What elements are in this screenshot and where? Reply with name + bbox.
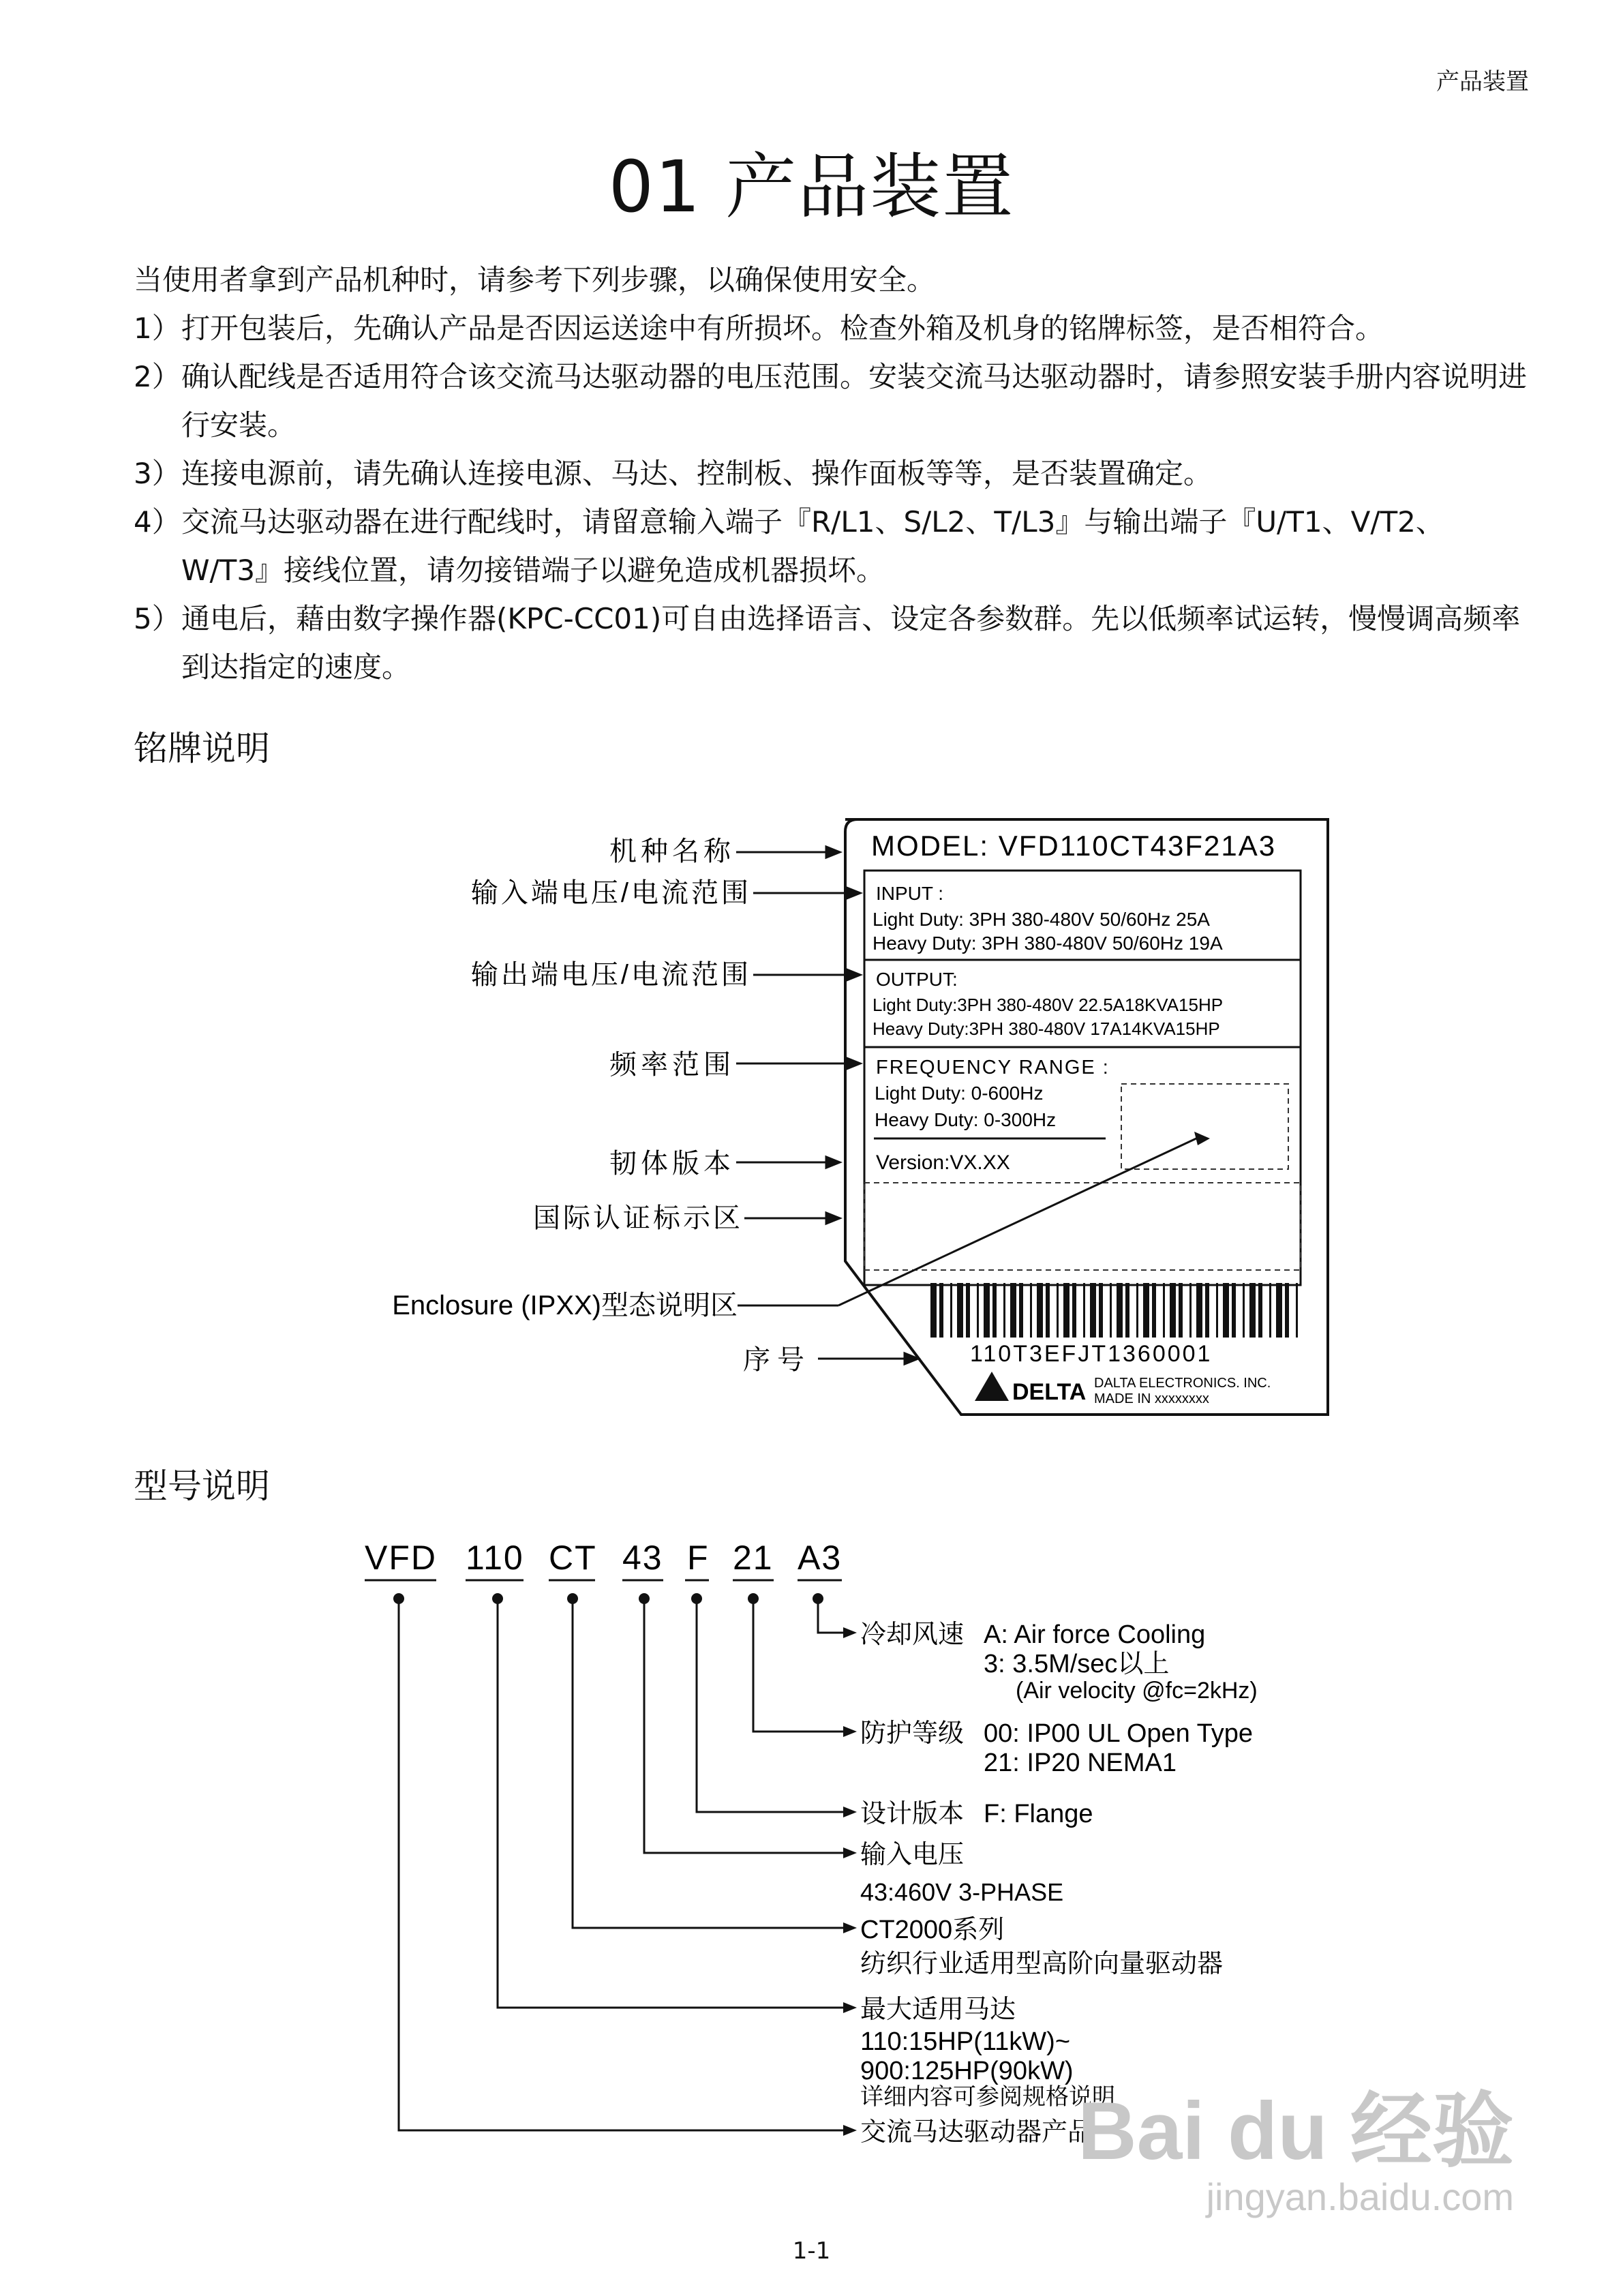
code-43: 43 [622,1539,663,1577]
barcode-bar [1019,1283,1023,1338]
protect-00: 00: IP00 UL Open Type [984,1719,1254,1748]
barcode-bar [1003,1283,1005,1338]
output-title: OUTPUT: [876,969,958,990]
freq-title: FREQUENCY RANGE : [876,1057,1110,1078]
nameplate-diagram [0,784,1623,1438]
motor-label: 最大适用马达 [860,1994,1016,2024]
barcode-bar [1010,1283,1016,1338]
label-cert-area: 国际认证标示区 [533,1203,743,1233]
barcode-bar [1223,1283,1229,1338]
label-freq-range: 频率范围 [609,1050,735,1080]
motor-900: 900:125HP(90kW) [860,2057,1074,2085]
cooling-3: 3: 3.5M/sec以上 [984,1650,1170,1678]
cooling-label: 冷却风速 [860,1619,965,1649]
barcode-bar [1189,1283,1192,1338]
barcode-bar [1285,1283,1289,1338]
barcode-icon [930,1283,1298,1338]
barcode-bar [1296,1283,1298,1338]
barcode-bar [930,1283,937,1338]
voltage-43: 43:460V 3-PHASE [860,1878,1064,1906]
barcode-bar [1125,1283,1129,1338]
barcode-bar [1152,1283,1156,1338]
running-header: 产品装置 [1436,68,1529,95]
barcode-bar [1196,1283,1202,1338]
page-number: 1-1 [792,2237,831,2265]
enclosure-box [1121,1084,1288,1169]
series-desc: 纺织行业适用型高阶向量驱动器 [860,1948,1224,1978]
company-text: DALTA ELECTRONICS. INC. [1094,1376,1271,1391]
barcode-bar [992,1283,997,1338]
barcode-bar [1205,1283,1209,1338]
output-heavy: Heavy Duty:3PH 380-480V 17A14KVA15HP [873,1018,1220,1039]
code-ct: CT [549,1539,597,1577]
model-code-heading: 型号说明 [134,1466,270,1506]
code-21: 21 [733,1539,774,1577]
barcode-bar [1143,1283,1149,1338]
input-light: Light Duty: 3PH 380-480V 50/60Hz 25A [873,909,1210,930]
step-item: 1）打开包装后，先确认产品是否因运送途中有所损坏。检查外箱及机身的铭牌标签，是否相符合。 [134,312,1384,345]
barcode-bar [1249,1283,1256,1338]
arrow-icon [1194,1132,1210,1145]
model-text: MODEL: VFD110CT43F21A3 [871,830,1277,862]
protect-21: 21: IP20 NEMA1 [984,1749,1177,1777]
intro-text: 当使用者拿到产品机种时，请参考下列步骤，以确保使用安全。 [134,263,936,297]
cooling-a: A: Air force Cooling [984,1620,1206,1649]
barcode-bar [1243,1283,1245,1338]
cooling-note: (Air velocity @fc=2kHz) [1016,1678,1258,1704]
design-label: 设计版本 [860,1798,965,1828]
barcode-bar [1216,1283,1218,1338]
label-input-range: 输入端电压/电流范围 [470,878,751,908]
series-label: CT2000系列 [860,1916,1005,1944]
barcode-bar [1063,1283,1070,1338]
motor-110: 110:15HP(11kW)~ [860,2027,1071,2056]
input-title: INPUT : [876,883,944,904]
barcode-bar [1037,1283,1043,1338]
code-a3: A3 [798,1539,843,1577]
step-item: 5）通电后，藉由数字操作器(KPC-CC01)可自由选择语言、设定各参数群。先以低频率试运转，慢慢调高频率到达指定的速度。 [134,602,1521,684]
barcode-bar [984,1283,990,1338]
input-heavy: Heavy Duty: 3PH 380-480V 50/60Hz 19A [873,933,1223,954]
label-output-range: 输出端电压/电流范围 [470,960,751,990]
barcode-bar [939,1283,943,1338]
motor-note: 详细内容可参阅规格说明 [860,2083,1115,2111]
made-in-text: MADE IN xxxxxxxx [1094,1391,1209,1406]
barcode-bar [1057,1283,1059,1338]
barcode-bar [1072,1283,1076,1338]
code-f: F [687,1539,710,1577]
code-110: 110 [466,1539,524,1577]
voltage-label: 输入电压 [860,1839,965,1869]
barcode-bar [957,1283,963,1338]
certification-box [864,1183,1301,1270]
label-model-name: 机种名称 [609,836,735,866]
barcode-bar [1163,1283,1165,1338]
delta-logo-text: DELTA [1012,1379,1087,1405]
barcode-bar [1117,1283,1123,1338]
intro-section [134,256,1531,691]
label-serial: 序号 [743,1345,811,1375]
barcode-bar [966,1283,970,1338]
step-item: 3）连接电源前，请先确认连接电源、马达、控制板、操作面板等等，是否装置确定。 [134,457,1213,490]
label-enclosure: Enclosure (IPXX)型态说明区 [392,1290,738,1320]
barcode-bar [1030,1283,1032,1338]
protect-label: 防护等级 [860,1718,965,1748]
barcode-bar [1232,1283,1236,1338]
output-light: Light Duty:3PH 380-480V 22.5A18KVA15HP [873,995,1224,1015]
nameplate-heading: 铭牌说明 [134,729,270,768]
barcode-bar [1258,1283,1262,1338]
step-item: 4）交流马达驱动器在进行配线时，请留意输入端子『R/L1、S/L2、T/L3』与输出端子『U/T1、V/T2、W/T3』接线位置，请勿接错端子以避免造成机器损坏。 [134,505,1444,587]
barcode-bar [977,1283,979,1338]
code-vfd: VFD [365,1539,437,1577]
barcode-bar [1269,1283,1271,1338]
design-f: F: Flange [984,1800,1093,1828]
watermark-logo: Bai du 经验 [1077,2085,1514,2177]
freq-heavy: Heavy Duty: 0-300Hz [875,1109,1057,1130]
freq-light: Light Duty: 0-600Hz [875,1083,1044,1104]
watermark-url: jingyan.baidu.com [1206,2175,1514,2218]
barcode-bar [1046,1283,1050,1338]
barcode-bar [1083,1283,1085,1338]
version-text: Version:VX.XX [876,1151,1010,1174]
delta-logo-icon [975,1372,1009,1401]
page-title: 01 产品装置 [608,145,1015,228]
barcode-bar [950,1283,952,1338]
product-label: 交流马达驱动器产品 [860,2117,1094,2147]
barcode-bar [1276,1283,1282,1338]
serial-number: 110T3EFJT1360001 [970,1341,1213,1367]
barcode-bar [1170,1283,1176,1338]
barcode-bar [1136,1283,1138,1338]
barcode-bar [1099,1283,1103,1338]
barcode-bar [1090,1283,1096,1338]
step-item: 2）确认配线是否适用符合该交流马达驱动器的电压范围。安装交流马达驱动器时，请参照安装手册内容说明进行安装。 [134,360,1528,442]
label-firmware: 韧体版本 [609,1149,735,1179]
barcode-bar [1110,1283,1112,1338]
barcode-bar [1179,1283,1183,1338]
